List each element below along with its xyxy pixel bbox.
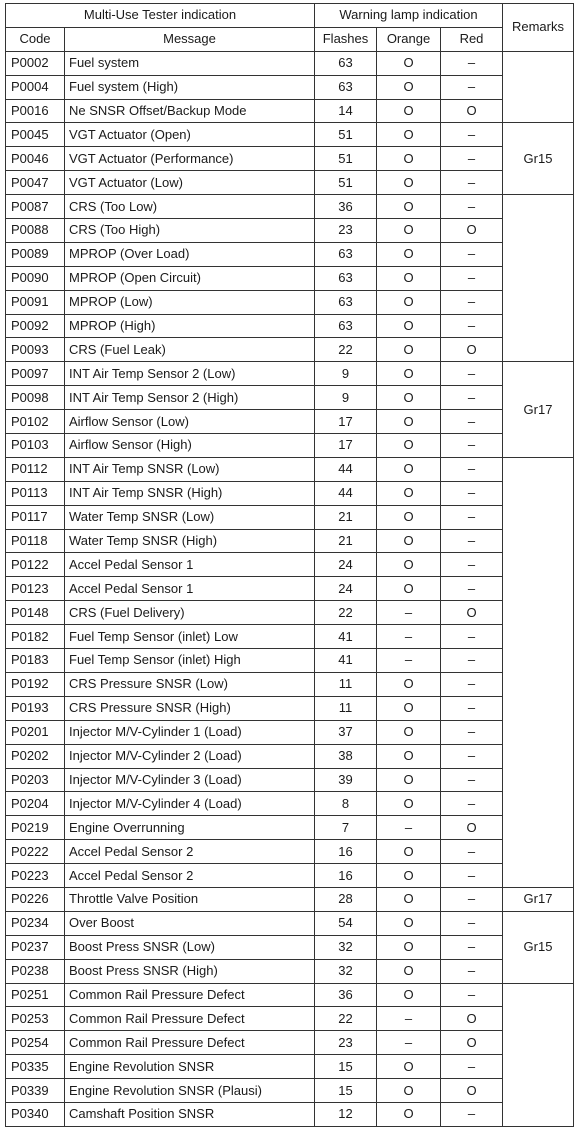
table-row bbox=[6, 983, 574, 1007]
table-row bbox=[6, 410, 574, 434]
cell-flashes: 37 bbox=[315, 720, 377, 744]
cell-flashes: 16 bbox=[315, 864, 377, 888]
cell-orange-lamp: O bbox=[377, 147, 441, 171]
cell-orange-lamp: O bbox=[377, 195, 441, 219]
cell-message: Engine Revolution SNSR (Plausi) bbox=[65, 1079, 315, 1103]
cell-red-lamp: – bbox=[441, 1055, 503, 1079]
table-row bbox=[6, 840, 574, 864]
header-row-sub bbox=[6, 27, 574, 51]
cell-code: P0088 bbox=[6, 219, 65, 243]
cell-message: INT Air Temp Sensor 2 (Low) bbox=[65, 362, 315, 386]
cell-red-lamp: – bbox=[441, 792, 503, 816]
cell-message: CRS (Fuel Delivery) bbox=[65, 601, 315, 625]
table-row bbox=[6, 314, 574, 338]
cell-code: P0102 bbox=[6, 410, 65, 434]
cell-orange-lamp: O bbox=[377, 1055, 441, 1079]
table-row bbox=[6, 553, 574, 577]
cell-orange-lamp: O bbox=[377, 720, 441, 744]
header-red: Red bbox=[441, 27, 503, 51]
cell-red-lamp: – bbox=[441, 410, 503, 434]
cell-flashes: 8 bbox=[315, 792, 377, 816]
cell-remarks: Gr17 bbox=[503, 362, 574, 458]
cell-code: P0097 bbox=[6, 362, 65, 386]
table-row bbox=[6, 1079, 574, 1103]
cell-orange-lamp: O bbox=[377, 911, 441, 935]
header-warning-lamp: Warning lamp indication bbox=[315, 4, 503, 28]
cell-flashes: 22 bbox=[315, 601, 377, 625]
table-row bbox=[6, 816, 574, 840]
cell-code: P0193 bbox=[6, 696, 65, 720]
cell-message: CRS Pressure SNSR (Low) bbox=[65, 672, 315, 696]
cell-flashes: 16 bbox=[315, 840, 377, 864]
cell-red-lamp: – bbox=[441, 147, 503, 171]
cell-code: P0223 bbox=[6, 864, 65, 888]
cell-red-lamp: O bbox=[441, 601, 503, 625]
header-tester-indication: Multi-Use Tester indication bbox=[6, 4, 315, 28]
cell-code: P0002 bbox=[6, 51, 65, 75]
table-row bbox=[6, 1007, 574, 1031]
table-body bbox=[6, 51, 574, 1126]
table-row bbox=[6, 386, 574, 410]
cell-message: Common Rail Pressure Defect bbox=[65, 1007, 315, 1031]
cell-code: P0339 bbox=[6, 1079, 65, 1103]
table-row bbox=[6, 744, 574, 768]
cell-orange-lamp: – bbox=[377, 1031, 441, 1055]
cell-flashes: 22 bbox=[315, 338, 377, 362]
table-row bbox=[6, 625, 574, 649]
cell-orange-lamp: O bbox=[377, 792, 441, 816]
cell-red-lamp: – bbox=[441, 1102, 503, 1126]
cell-code: P0090 bbox=[6, 266, 65, 290]
cell-code: P0046 bbox=[6, 147, 65, 171]
cell-message: MPROP (High) bbox=[65, 314, 315, 338]
cell-orange-lamp: O bbox=[377, 959, 441, 983]
cell-orange-lamp: O bbox=[377, 481, 441, 505]
cell-message: INT Air Temp SNSR (Low) bbox=[65, 457, 315, 481]
cell-flashes: 32 bbox=[315, 935, 377, 959]
cell-red-lamp: – bbox=[441, 529, 503, 553]
cell-red-lamp: O bbox=[441, 816, 503, 840]
cell-message: VGT Actuator (Open) bbox=[65, 123, 315, 147]
cell-message: Boost Press SNSR (Low) bbox=[65, 935, 315, 959]
table-row bbox=[6, 768, 574, 792]
header-code: Code bbox=[6, 27, 65, 51]
cell-flashes: 38 bbox=[315, 744, 377, 768]
cell-orange-lamp: O bbox=[377, 99, 441, 123]
cell-flashes: 12 bbox=[315, 1102, 377, 1126]
cell-orange-lamp: O bbox=[377, 935, 441, 959]
cell-orange-lamp: O bbox=[377, 529, 441, 553]
cell-message: VGT Actuator (Performance) bbox=[65, 147, 315, 171]
table-row bbox=[6, 481, 574, 505]
cell-message: Ne SNSR Offset/Backup Mode bbox=[65, 99, 315, 123]
cell-code: P0045 bbox=[6, 123, 65, 147]
cell-red-lamp: – bbox=[441, 935, 503, 959]
table-row bbox=[6, 864, 574, 888]
cell-orange-lamp: O bbox=[377, 864, 441, 888]
cell-red-lamp: – bbox=[441, 911, 503, 935]
header-row-top bbox=[6, 4, 574, 28]
table-row bbox=[6, 242, 574, 266]
cell-message: Airflow Sensor (High) bbox=[65, 434, 315, 458]
cell-code: P0222 bbox=[6, 840, 65, 864]
cell-code: P0122 bbox=[6, 553, 65, 577]
cell-flashes: 15 bbox=[315, 1079, 377, 1103]
cell-message: INT Air Temp Sensor 2 (High) bbox=[65, 386, 315, 410]
table-row bbox=[6, 672, 574, 696]
cell-code: P0093 bbox=[6, 338, 65, 362]
cell-message: Accel Pedal Sensor 2 bbox=[65, 864, 315, 888]
cell-flashes: 63 bbox=[315, 314, 377, 338]
cell-message: Common Rail Pressure Defect bbox=[65, 1031, 315, 1055]
cell-orange-lamp: O bbox=[377, 362, 441, 386]
cell-message: Accel Pedal Sensor 1 bbox=[65, 553, 315, 577]
cell-red-lamp: – bbox=[441, 505, 503, 529]
cell-red-lamp: – bbox=[441, 362, 503, 386]
cell-flashes: 23 bbox=[315, 219, 377, 243]
cell-flashes: 63 bbox=[315, 51, 377, 75]
cell-flashes: 32 bbox=[315, 959, 377, 983]
cell-message: Boost Press SNSR (High) bbox=[65, 959, 315, 983]
cell-red-lamp: – bbox=[441, 553, 503, 577]
cell-remarks bbox=[503, 195, 574, 362]
table-row bbox=[6, 290, 574, 314]
cell-red-lamp: O bbox=[441, 338, 503, 362]
table-row bbox=[6, 959, 574, 983]
table-row bbox=[6, 147, 574, 171]
cell-code: P0238 bbox=[6, 959, 65, 983]
cell-orange-lamp: O bbox=[377, 696, 441, 720]
cell-red-lamp: – bbox=[441, 75, 503, 99]
header-orange: Orange bbox=[377, 27, 441, 51]
cell-code: P0103 bbox=[6, 434, 65, 458]
cell-code: P0219 bbox=[6, 816, 65, 840]
cell-red-lamp: – bbox=[441, 744, 503, 768]
cell-flashes: 51 bbox=[315, 171, 377, 195]
cell-flashes: 17 bbox=[315, 434, 377, 458]
cell-orange-lamp: – bbox=[377, 625, 441, 649]
cell-orange-lamp: – bbox=[377, 816, 441, 840]
cell-code: P0182 bbox=[6, 625, 65, 649]
header-remarks: Remarks bbox=[503, 4, 574, 52]
cell-flashes: 51 bbox=[315, 147, 377, 171]
cell-message: CRS Pressure SNSR (High) bbox=[65, 696, 315, 720]
cell-flashes: 9 bbox=[315, 362, 377, 386]
cell-code: P0087 bbox=[6, 195, 65, 219]
cell-code: P0226 bbox=[6, 887, 65, 911]
cell-orange-lamp: O bbox=[377, 123, 441, 147]
cell-red-lamp: – bbox=[441, 123, 503, 147]
cell-code: P0148 bbox=[6, 601, 65, 625]
table-row bbox=[6, 362, 574, 386]
cell-red-lamp: – bbox=[441, 840, 503, 864]
cell-message: Injector M/V-Cylinder 4 (Load) bbox=[65, 792, 315, 816]
cell-flashes: 51 bbox=[315, 123, 377, 147]
table-row bbox=[6, 219, 574, 243]
cell-message: CRS (Too High) bbox=[65, 219, 315, 243]
cell-red-lamp: O bbox=[441, 1031, 503, 1055]
table-row bbox=[6, 601, 574, 625]
cell-flashes: 7 bbox=[315, 816, 377, 840]
cell-red-lamp: – bbox=[441, 457, 503, 481]
cell-red-lamp: – bbox=[441, 887, 503, 911]
cell-flashes: 41 bbox=[315, 625, 377, 649]
table-row bbox=[6, 887, 574, 911]
cell-red-lamp: – bbox=[441, 386, 503, 410]
cell-flashes: 63 bbox=[315, 242, 377, 266]
cell-orange-lamp: O bbox=[377, 242, 441, 266]
cell-code: P0112 bbox=[6, 457, 65, 481]
cell-message: MPROP (Low) bbox=[65, 290, 315, 314]
cell-flashes: 63 bbox=[315, 266, 377, 290]
table-row bbox=[6, 195, 574, 219]
cell-red-lamp: – bbox=[441, 242, 503, 266]
cell-orange-lamp: O bbox=[377, 1079, 441, 1103]
cell-orange-lamp: O bbox=[377, 219, 441, 243]
table-row bbox=[6, 696, 574, 720]
cell-flashes: 23 bbox=[315, 1031, 377, 1055]
table-row bbox=[6, 51, 574, 75]
cell-message: Injector M/V-Cylinder 2 (Load) bbox=[65, 744, 315, 768]
cell-code: P0201 bbox=[6, 720, 65, 744]
cell-flashes: 14 bbox=[315, 99, 377, 123]
cell-message: VGT Actuator (Low) bbox=[65, 171, 315, 195]
cell-red-lamp: – bbox=[441, 314, 503, 338]
cell-orange-lamp: – bbox=[377, 649, 441, 673]
cell-flashes: 44 bbox=[315, 481, 377, 505]
cell-red-lamp: – bbox=[441, 672, 503, 696]
cell-orange-lamp: O bbox=[377, 171, 441, 195]
cell-flashes: 9 bbox=[315, 386, 377, 410]
cell-red-lamp: – bbox=[441, 51, 503, 75]
cell-message: Accel Pedal Sensor 1 bbox=[65, 577, 315, 601]
cell-message: Fuel Temp Sensor (inlet) Low bbox=[65, 625, 315, 649]
cell-orange-lamp: O bbox=[377, 672, 441, 696]
cell-remarks bbox=[503, 457, 574, 887]
cell-code: P0192 bbox=[6, 672, 65, 696]
cell-flashes: 24 bbox=[315, 553, 377, 577]
cell-orange-lamp: O bbox=[377, 887, 441, 911]
cell-red-lamp: O bbox=[441, 1007, 503, 1031]
cell-remarks: Gr15 bbox=[503, 123, 574, 195]
cell-red-lamp: – bbox=[441, 290, 503, 314]
cell-remarks: Gr17 bbox=[503, 887, 574, 911]
cell-orange-lamp: O bbox=[377, 314, 441, 338]
cell-flashes: 63 bbox=[315, 290, 377, 314]
table-row bbox=[6, 911, 574, 935]
diagnostic-code-table bbox=[5, 3, 574, 1127]
cell-flashes: 11 bbox=[315, 696, 377, 720]
cell-code: P0117 bbox=[6, 505, 65, 529]
cell-code: P0203 bbox=[6, 768, 65, 792]
cell-message: Accel Pedal Sensor 2 bbox=[65, 840, 315, 864]
cell-message: Airflow Sensor (Low) bbox=[65, 410, 315, 434]
cell-orange-lamp: O bbox=[377, 505, 441, 529]
cell-orange-lamp: O bbox=[377, 434, 441, 458]
cell-red-lamp: – bbox=[441, 864, 503, 888]
cell-flashes: 28 bbox=[315, 887, 377, 911]
cell-orange-lamp: O bbox=[377, 75, 441, 99]
table-row bbox=[6, 75, 574, 99]
cell-orange-lamp: O bbox=[377, 744, 441, 768]
cell-code: P0047 bbox=[6, 171, 65, 195]
cell-code: P0237 bbox=[6, 935, 65, 959]
cell-orange-lamp: O bbox=[377, 457, 441, 481]
cell-orange-lamp: O bbox=[377, 768, 441, 792]
cell-red-lamp: – bbox=[441, 434, 503, 458]
cell-code: P0098 bbox=[6, 386, 65, 410]
cell-flashes: 63 bbox=[315, 75, 377, 99]
cell-message: CRS (Too Low) bbox=[65, 195, 315, 219]
cell-message: Fuel Temp Sensor (inlet) High bbox=[65, 649, 315, 673]
cell-flashes: 54 bbox=[315, 911, 377, 935]
cell-flashes: 11 bbox=[315, 672, 377, 696]
cell-message: Camshaft Position SNSR bbox=[65, 1102, 315, 1126]
cell-message: Injector M/V-Cylinder 1 (Load) bbox=[65, 720, 315, 744]
cell-code: P0335 bbox=[6, 1055, 65, 1079]
cell-orange-lamp: O bbox=[377, 266, 441, 290]
cell-code: P0340 bbox=[6, 1102, 65, 1126]
table-row bbox=[6, 577, 574, 601]
cell-code: P0234 bbox=[6, 911, 65, 935]
table-row bbox=[6, 99, 574, 123]
cell-red-lamp: – bbox=[441, 625, 503, 649]
cell-red-lamp: – bbox=[441, 481, 503, 505]
cell-message: CRS (Fuel Leak) bbox=[65, 338, 315, 362]
cell-message: Engine Overrunning bbox=[65, 816, 315, 840]
cell-message: Common Rail Pressure Defect bbox=[65, 983, 315, 1007]
cell-remarks: Gr15 bbox=[503, 911, 574, 983]
cell-orange-lamp: O bbox=[377, 386, 441, 410]
cell-orange-lamp: O bbox=[377, 553, 441, 577]
cell-code: P0183 bbox=[6, 649, 65, 673]
cell-flashes: 36 bbox=[315, 195, 377, 219]
table-row bbox=[6, 338, 574, 362]
table-row bbox=[6, 1031, 574, 1055]
cell-orange-lamp: O bbox=[377, 338, 441, 362]
table-row bbox=[6, 720, 574, 744]
table-row bbox=[6, 649, 574, 673]
cell-remarks bbox=[503, 983, 574, 1126]
cell-red-lamp: O bbox=[441, 99, 503, 123]
table-row bbox=[6, 529, 574, 553]
cell-code: P0091 bbox=[6, 290, 65, 314]
cell-red-lamp: – bbox=[441, 195, 503, 219]
cell-red-lamp: O bbox=[441, 219, 503, 243]
cell-flashes: 15 bbox=[315, 1055, 377, 1079]
cell-message: MPROP (Over Load) bbox=[65, 242, 315, 266]
cell-red-lamp: – bbox=[441, 696, 503, 720]
cell-code: P0123 bbox=[6, 577, 65, 601]
table-row bbox=[6, 1102, 574, 1126]
cell-message: Injector M/V-Cylinder 3 (Load) bbox=[65, 768, 315, 792]
cell-code: P0253 bbox=[6, 1007, 65, 1031]
cell-code: P0118 bbox=[6, 529, 65, 553]
table-row bbox=[6, 792, 574, 816]
table-row bbox=[6, 457, 574, 481]
cell-message: MPROP (Open Circuit) bbox=[65, 266, 315, 290]
cell-red-lamp: – bbox=[441, 983, 503, 1007]
header-message: Message bbox=[65, 27, 315, 51]
cell-flashes: 17 bbox=[315, 410, 377, 434]
cell-message: Water Temp SNSR (Low) bbox=[65, 505, 315, 529]
cell-code: P0113 bbox=[6, 481, 65, 505]
header-flashes: Flashes bbox=[315, 27, 377, 51]
cell-orange-lamp: O bbox=[377, 1102, 441, 1126]
table-row bbox=[6, 1055, 574, 1079]
cell-flashes: 24 bbox=[315, 577, 377, 601]
table-row bbox=[6, 171, 574, 195]
cell-flashes: 44 bbox=[315, 457, 377, 481]
cell-red-lamp: O bbox=[441, 1079, 503, 1103]
table-row bbox=[6, 266, 574, 290]
cell-message: Fuel system (High) bbox=[65, 75, 315, 99]
table-row bbox=[6, 123, 574, 147]
table-row bbox=[6, 434, 574, 458]
cell-red-lamp: – bbox=[441, 959, 503, 983]
cell-code: P0092 bbox=[6, 314, 65, 338]
cell-red-lamp: – bbox=[441, 171, 503, 195]
cell-code: P0089 bbox=[6, 242, 65, 266]
cell-red-lamp: – bbox=[441, 577, 503, 601]
cell-message: Engine Revolution SNSR bbox=[65, 1055, 315, 1079]
cell-orange-lamp: – bbox=[377, 1007, 441, 1031]
cell-flashes: 22 bbox=[315, 1007, 377, 1031]
cell-orange-lamp: O bbox=[377, 577, 441, 601]
cell-code: P0204 bbox=[6, 792, 65, 816]
table-row bbox=[6, 505, 574, 529]
cell-message: Fuel system bbox=[65, 51, 315, 75]
cell-flashes: 21 bbox=[315, 529, 377, 553]
cell-orange-lamp: O bbox=[377, 410, 441, 434]
cell-code: P0254 bbox=[6, 1031, 65, 1055]
cell-code: P0202 bbox=[6, 744, 65, 768]
cell-message: INT Air Temp SNSR (High) bbox=[65, 481, 315, 505]
table-row bbox=[6, 935, 574, 959]
cell-red-lamp: – bbox=[441, 720, 503, 744]
cell-flashes: 39 bbox=[315, 768, 377, 792]
cell-orange-lamp: O bbox=[377, 983, 441, 1007]
cell-message: Over Boost bbox=[65, 911, 315, 935]
cell-code: P0004 bbox=[6, 75, 65, 99]
cell-message: Throttle Valve Position bbox=[65, 887, 315, 911]
cell-red-lamp: – bbox=[441, 266, 503, 290]
cell-orange-lamp: O bbox=[377, 840, 441, 864]
cell-flashes: 21 bbox=[315, 505, 377, 529]
cell-flashes: 36 bbox=[315, 983, 377, 1007]
cell-orange-lamp: O bbox=[377, 290, 441, 314]
cell-code: P0016 bbox=[6, 99, 65, 123]
cell-message: Water Temp SNSR (High) bbox=[65, 529, 315, 553]
cell-remarks bbox=[503, 51, 574, 123]
cell-orange-lamp: O bbox=[377, 51, 441, 75]
cell-code: P0251 bbox=[6, 983, 65, 1007]
cell-red-lamp: – bbox=[441, 768, 503, 792]
cell-flashes: 41 bbox=[315, 649, 377, 673]
cell-red-lamp: – bbox=[441, 649, 503, 673]
cell-orange-lamp: – bbox=[377, 601, 441, 625]
